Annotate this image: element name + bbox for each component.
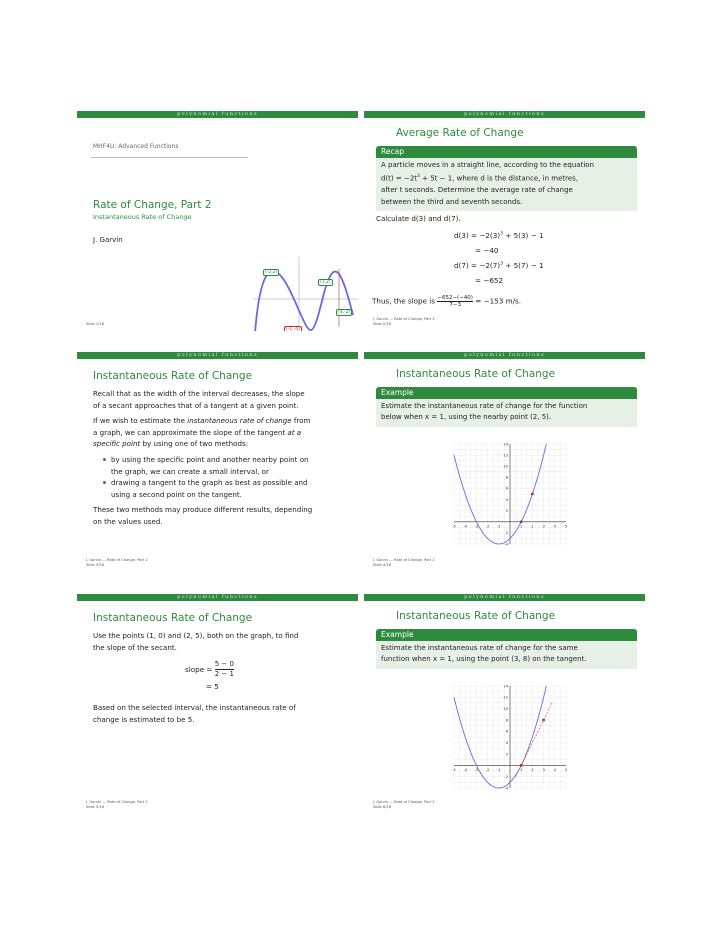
slide-title: Instantaneous Rate of Change xyxy=(396,610,556,622)
y-tick-label: 10 xyxy=(503,706,508,711)
slide-title: Average Rate of Change xyxy=(396,127,524,139)
recap-block xyxy=(376,146,637,211)
slide-5 xyxy=(77,594,358,814)
header-bar: polynomial functions xyxy=(77,111,358,118)
data-point xyxy=(520,520,523,523)
x-tick-label: 2 xyxy=(531,524,534,529)
point-label: (1,2) xyxy=(320,280,331,285)
block-heading: Recap xyxy=(376,146,637,158)
x-tick-label: -4 xyxy=(463,767,467,772)
deck-title: Rate of Change, Part 2 xyxy=(93,199,212,211)
x-tick-label: -3 xyxy=(474,524,479,529)
calc-text: Calculate d(3) and d(7). xyxy=(376,214,461,223)
slide-number: Slide 1/16 xyxy=(86,322,104,326)
example-block xyxy=(376,387,637,427)
author: J. Garvin xyxy=(93,236,123,244)
x-tick-label: 1 xyxy=(520,767,523,772)
block-body xyxy=(376,158,637,211)
data-point xyxy=(520,764,523,767)
x-tick-label: 4 xyxy=(553,524,556,529)
footer: J. Garvin — Rate of Change, Part 2 Slide 5/16 xyxy=(86,800,148,809)
equation: $d(7) = -2(7)^3 + 5(7) - 1$ xyxy=(454,261,544,270)
footer: J. Garvin — Rate of Change, Part 2 Slide 4/16 xyxy=(373,558,435,567)
slide-body: Use the points (1, 0) and (2, 5), both on the graph, to find the slope of the secant. xyxy=(93,631,299,652)
y-tick-label: 10 xyxy=(503,464,508,469)
y-tick-label: -4 xyxy=(504,542,508,547)
equation: = −40 xyxy=(475,246,499,255)
y-tick-label: -2 xyxy=(504,774,508,779)
slope-value: = 5 xyxy=(206,682,219,691)
y-tick-label: 8 xyxy=(505,475,508,480)
x-tick-label: 3 xyxy=(542,767,545,772)
text-line: A particle moves in a straight line, according to the equation xyxy=(381,161,594,169)
x-tick-label: 2 xyxy=(531,767,534,772)
header-bar: polynomial functions xyxy=(77,594,358,601)
x-tick-label: 5 xyxy=(564,767,568,772)
y-tick-label: 6 xyxy=(505,486,508,491)
x-tick-label: 1 xyxy=(520,524,523,529)
x-tick-label: 4 xyxy=(553,767,556,772)
y-tick-label: 14 xyxy=(503,684,508,689)
header-bar: polynomial functions xyxy=(364,352,645,359)
y-tick-label: 6 xyxy=(505,729,508,734)
text-line: after t seconds. Determine the average rate of change xyxy=(381,186,573,195)
footer: J. Garvin — Rate of Change, Part 2 Slide 3/16 xyxy=(86,558,148,567)
y-tick-label: 8 xyxy=(505,718,508,723)
y-tick-label: 4 xyxy=(505,740,508,745)
data-point xyxy=(531,493,534,496)
x-tick-label: -4 xyxy=(463,524,467,529)
slide-title: Instantaneous Rate of Change xyxy=(93,370,253,382)
block-heading: Example xyxy=(376,387,637,399)
point-label: (4,-2) xyxy=(338,310,351,315)
method-list xyxy=(103,454,348,500)
y-tick-label: -2 xyxy=(504,531,508,536)
x-tick-label: -2 xyxy=(485,524,490,529)
x-tick-label: -2 xyxy=(485,767,490,772)
y-tick-label: 12 xyxy=(503,695,508,700)
y-tick-label: 2 xyxy=(505,508,508,513)
y-tick-label: 12 xyxy=(503,453,508,458)
slide-4 xyxy=(364,352,645,572)
slide-1 xyxy=(77,111,358,331)
slope-equation: slope = $\frac{5 - 0}{2 - 1}$ xyxy=(185,660,234,678)
slide-title: Instantaneous Rate of Change xyxy=(93,612,253,624)
y-tick-label: 2 xyxy=(505,752,508,757)
slope-result: Thus, the slope is $\frac{-652-(-40)}{7-3}$ = −153 m/s. xyxy=(372,295,522,308)
slide-title: Instantaneous Rate of Change xyxy=(396,368,556,380)
footer: J. Garvin — Rate of Change, Part 2 Slide 2/16 xyxy=(373,317,435,326)
slide-body: Based on the selected interval, the instantaneous rate of change is estimated to be 5. xyxy=(93,703,296,724)
x-tick-label: 3 xyxy=(542,524,545,529)
x-tick-label: -3 xyxy=(474,767,479,772)
block-body: Estimate the instantaneous rate of change for the same function when x = 1, using the point (3, 8) on the tangent. xyxy=(381,644,587,664)
text-line: $d(t) = -2t^3 + 5t - 1$, where d is the distance, in metres, xyxy=(381,174,579,183)
point-label: (-2,2) xyxy=(265,270,278,275)
footer: J. Garvin — Rate of Change, Part 2 Slide 6/16 xyxy=(373,800,435,809)
data-point xyxy=(542,719,545,722)
divider xyxy=(91,157,248,158)
deck-subtitle: Instantaneous Rate of Change xyxy=(93,213,192,221)
slide-3 xyxy=(77,352,358,572)
x-tick-label: -1 xyxy=(497,767,501,772)
function-graph xyxy=(450,682,570,792)
function-graph xyxy=(450,440,570,548)
header-bar: polynomial functions xyxy=(77,352,358,359)
y-tick-label: 14 xyxy=(503,442,508,447)
y-tick-label: -4 xyxy=(504,786,508,791)
y-tick-label: 4 xyxy=(505,497,508,502)
equation: = −652 xyxy=(475,276,504,285)
course-label: MHF4U: Advanced Functions xyxy=(93,143,179,150)
slide-6 xyxy=(364,594,645,814)
text-line: between the third and seventh seconds. xyxy=(381,197,523,206)
header-bar: polynomial functions xyxy=(364,111,645,118)
block-heading: Example xyxy=(376,629,637,641)
list-item: by using the specific point and another nearby point on the graph, we can create a small interval, or xyxy=(103,454,348,477)
x-tick-label: -5 xyxy=(452,524,456,529)
example-block xyxy=(376,629,637,669)
slide-body: Recall that as the width of the interval decreases, the slope of a secant approaches that of a tangent at a given point. If we wish to estimate the instantaneous rate of change from a graph, we can approximate the slope of the tangent at a specific point by using one of two methods: by using the specific point and another nearby point on the graph, we can create a small interval, or drawing a tangent to the graph as best as possible and using a second point on the tangent. These two methods may produce different results, depending on the values used. xyxy=(93,388,348,528)
header-bar: polynomial functions xyxy=(364,594,645,601)
x-tick-label: -5 xyxy=(452,767,456,772)
point-label: (-1,-4) xyxy=(286,327,300,331)
x-tick-label: -1 xyxy=(497,524,501,529)
slide-2 xyxy=(364,111,645,331)
list-item: drawing a tangent to the graph as best as possible and using a second point on the tangent. xyxy=(103,477,348,500)
x-tick-label: 5 xyxy=(564,524,568,529)
block-body: Estimate the instantaneous rate of change for the function below when x = 1, using the nearby point (2, 5). xyxy=(381,402,588,422)
equation: $d(3) = -2(3)^3 + 5(3) - 1$ xyxy=(454,231,544,240)
